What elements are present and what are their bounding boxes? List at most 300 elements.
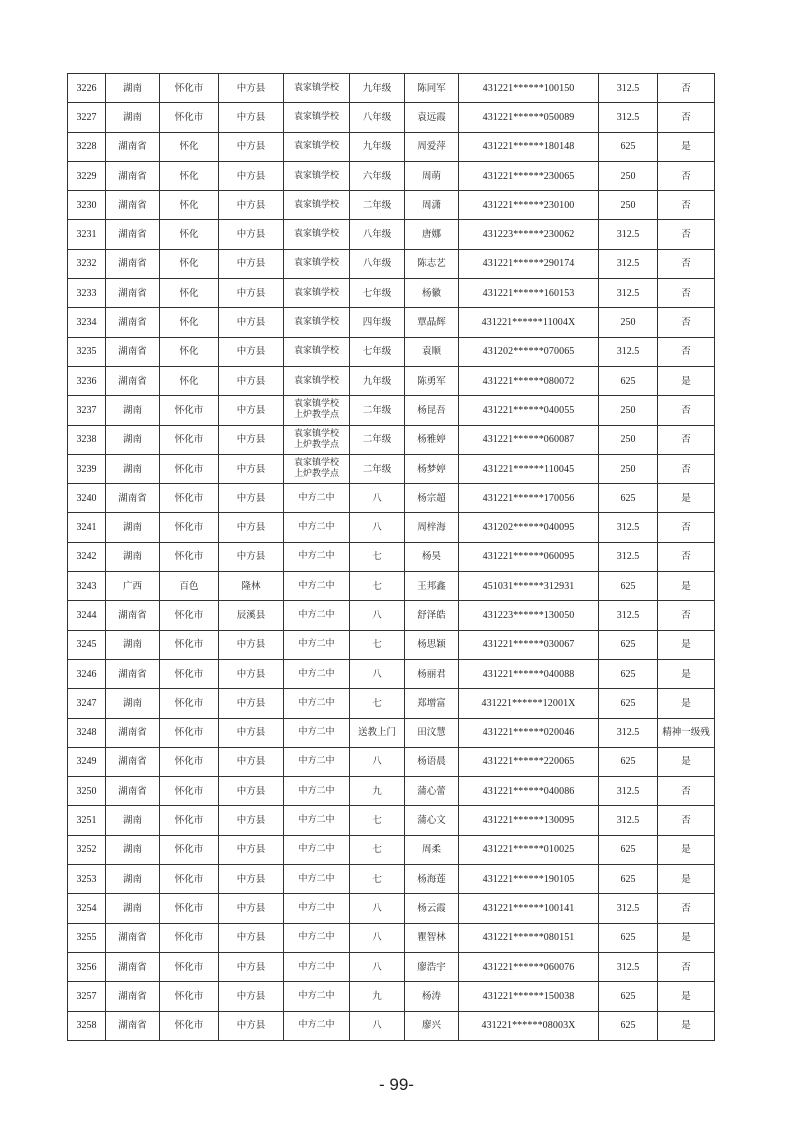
id-number-cell: 431221******040086 [459,777,599,806]
student-name-cell: 杨梦婷 [405,454,459,483]
table-row [68,425,715,454]
table-body [68,74,715,1041]
student-name-cell: 杨昊 [405,542,459,571]
table-row [68,835,715,864]
status-cell: 精神一级残 [658,718,715,747]
row-number-cell: 3228 [68,132,106,161]
province-cell: 湖南省 [106,923,160,952]
county-cell: 中方县 [219,923,284,952]
row-number-cell: 3234 [68,308,106,337]
school-cell: 中方二中 [284,718,350,747]
city-cell: 怀化市 [160,777,219,806]
id-number-cell: 431221******170056 [459,484,599,513]
id-number-cell: 431221******100150 [459,74,599,103]
page-number: - 99- [379,1075,414,1094]
city-cell: 怀化 [160,132,219,161]
id-number-cell: 431221******160153 [459,279,599,308]
province-cell: 湖南省 [106,659,160,688]
grade-cell: 八 [350,1011,405,1040]
table-row [68,1011,715,1040]
grade-cell: 八 [350,952,405,981]
school-cell: 中方二中 [284,894,350,923]
amount-cell: 312.5 [599,103,658,132]
school-cell: 中方二中 [284,1011,350,1040]
row-number-cell: 3249 [68,747,106,776]
status-cell: 否 [658,191,715,220]
grade-cell: 七 [350,865,405,894]
student-name-cell: 陈同军 [405,74,459,103]
county-cell: 中方县 [219,249,284,278]
province-cell: 湖南省 [106,220,160,249]
status-cell: 否 [658,396,715,425]
county-cell: 中方县 [219,894,284,923]
student-name-cell: 袁远霞 [405,103,459,132]
school-name-line: 上炉教学点 [293,410,339,421]
status-cell: 是 [658,366,715,395]
grade-cell: 二年级 [350,396,405,425]
id-number-cell: 431221******010025 [459,835,599,864]
id-number-cell: 431221******12001X [459,689,599,718]
county-cell: 中方县 [219,279,284,308]
id-number-cell: 431221******150038 [459,982,599,1011]
province-cell: 湖南省 [106,952,160,981]
city-cell: 怀化市 [160,542,219,571]
grade-cell: 八 [350,923,405,952]
id-number-cell: 431221******230065 [459,161,599,190]
county-cell: 中方县 [219,835,284,864]
grade-cell: 七年级 [350,337,405,366]
school-cell: 袁家镇学校 [284,249,350,278]
amount-cell: 250 [599,425,658,454]
city-cell: 怀化 [160,249,219,278]
city-cell: 怀化市 [160,689,219,718]
status-cell: 否 [658,220,715,249]
school-name-line: 袁家镇学校 [293,428,339,439]
grade-cell: 七 [350,835,405,864]
amount-cell: 250 [599,191,658,220]
student-name-cell: 廖兴 [405,1011,459,1040]
county-cell: 中方县 [219,191,284,220]
city-cell: 怀化 [160,279,219,308]
row-number-cell: 3250 [68,777,106,806]
id-number-cell: 431221******190105 [459,865,599,894]
amount-cell: 625 [599,659,658,688]
amount-cell: 625 [599,572,658,601]
grade-cell: 七 [350,630,405,659]
table-row [68,161,715,190]
grade-cell: 送教上门 [350,718,405,747]
status-cell: 否 [658,279,715,308]
school-cell: 中方二中 [284,689,350,718]
amount-cell: 250 [599,396,658,425]
city-cell: 怀化市 [160,747,219,776]
row-number-cell: 3252 [68,835,106,864]
province-cell: 湖南省 [106,249,160,278]
city-cell: 怀化市 [160,74,219,103]
student-name-cell: 杨海莲 [405,865,459,894]
school-cell: 袁家镇学校 [284,161,350,190]
grade-cell: 四年级 [350,308,405,337]
city-cell: 怀化市 [160,835,219,864]
city-cell: 怀化市 [160,425,219,454]
city-cell: 怀化市 [160,982,219,1011]
id-number-cell: 431221******060087 [459,425,599,454]
city-cell: 怀化 [160,308,219,337]
id-number-cell: 431221******020046 [459,718,599,747]
city-cell: 怀化市 [160,923,219,952]
grade-cell: 二年级 [350,191,405,220]
status-cell: 否 [658,454,715,483]
table-row [68,659,715,688]
row-number-cell: 3236 [68,366,106,395]
grade-cell: 六年级 [350,161,405,190]
amount-cell: 312.5 [599,220,658,249]
city-cell: 怀化 [160,220,219,249]
amount-cell: 625 [599,1011,658,1040]
student-name-cell: 杨昆吾 [405,396,459,425]
student-name-cell: 陈志艺 [405,249,459,278]
id-number-cell: 431221******060095 [459,542,599,571]
city-cell: 怀化市 [160,103,219,132]
row-number-cell: 3244 [68,601,106,630]
county-cell: 中方县 [219,747,284,776]
status-cell: 是 [658,572,715,601]
county-cell: 中方县 [219,454,284,483]
grade-cell: 七 [350,572,405,601]
id-number-cell: 451031******312931 [459,572,599,601]
status-cell: 否 [658,542,715,571]
grade-cell: 七 [350,542,405,571]
row-number-cell: 3255 [68,923,106,952]
table-row [68,366,715,395]
grade-cell: 七 [350,806,405,835]
province-cell: 湖南省 [106,718,160,747]
row-number-cell: 3253 [68,865,106,894]
table-row [68,308,715,337]
school-cell: 袁家镇学校 [284,191,350,220]
school-cell: 中方二中 [284,982,350,1011]
student-name-cell: 蒲心文 [405,806,459,835]
grade-cell: 七年级 [350,279,405,308]
county-cell: 中方县 [219,484,284,513]
student-name-cell: 袁顺 [405,337,459,366]
table-row [68,894,715,923]
province-cell: 湖南 [106,396,160,425]
student-name-cell: 田汶慧 [405,718,459,747]
row-number-cell: 3235 [68,337,106,366]
school-cell: 中方二中 [284,923,350,952]
table-row [68,865,715,894]
table-row [68,103,715,132]
grade-cell: 八 [350,513,405,542]
table-row [68,952,715,981]
province-cell: 湖南 [106,542,160,571]
id-number-cell: 431221******050089 [459,103,599,132]
province-cell: 湖南省 [106,747,160,776]
table-row [68,484,715,513]
id-number-cell: 431221******290174 [459,249,599,278]
id-number-cell: 431221******100141 [459,894,599,923]
table-row [68,337,715,366]
province-cell: 广西 [106,572,160,601]
id-number-cell: 431221******080072 [459,366,599,395]
county-cell: 中方县 [219,806,284,835]
student-name-cell: 杨云霞 [405,894,459,923]
student-name-cell: 蒲心蕾 [405,777,459,806]
student-name-cell: 周萌 [405,161,459,190]
grade-cell: 九 [350,777,405,806]
province-cell: 湖南 [106,689,160,718]
city-cell: 怀化市 [160,601,219,630]
id-number-cell: 431202******070065 [459,337,599,366]
amount-cell: 312.5 [599,952,658,981]
amount-cell: 312.5 [599,806,658,835]
county-cell: 中方县 [219,132,284,161]
county-cell: 中方县 [219,337,284,366]
row-number-cell: 3257 [68,982,106,1011]
id-number-cell: 431221******110045 [459,454,599,483]
table-row [68,806,715,835]
student-name-cell: 杨雅婷 [405,425,459,454]
student-name-cell: 舒泽皓 [405,601,459,630]
amount-cell: 312.5 [599,337,658,366]
county-cell: 中方县 [219,542,284,571]
amount-cell: 625 [599,630,658,659]
row-number-cell: 3232 [68,249,106,278]
province-cell: 湖南 [106,513,160,542]
student-name-cell: 周潇 [405,191,459,220]
id-number-cell: 431221******130095 [459,806,599,835]
school-name-line: 上炉教学点 [293,439,339,450]
school-cell: 中方二中 [284,952,350,981]
row-number-cell: 3226 [68,74,106,103]
province-cell: 湖南省 [106,279,160,308]
table-row [68,747,715,776]
grade-cell: 八年级 [350,220,405,249]
table-row [68,923,715,952]
county-cell: 中方县 [219,718,284,747]
county-cell: 中方县 [219,865,284,894]
status-cell: 否 [658,337,715,366]
amount-cell: 312.5 [599,542,658,571]
school-name-line: 袁家镇学校 [293,399,339,410]
student-name-cell: 瞿智林 [405,923,459,952]
row-number-cell: 3254 [68,894,106,923]
id-number-cell: 431223******230062 [459,220,599,249]
county-cell: 中方县 [219,220,284,249]
amount-cell: 312.5 [599,601,658,630]
table-row [68,542,715,571]
school-name-line: 上炉教学点 [293,469,339,479]
school-cell: 中方二中 [284,835,350,864]
county-cell: 中方县 [219,396,284,425]
student-subsidy-table [67,73,715,1041]
row-number-cell: 3231 [68,220,106,249]
id-number-cell: 431223******130050 [459,601,599,630]
row-number-cell: 3247 [68,689,106,718]
row-number-cell: 3242 [68,542,106,571]
school-cell: 袁家镇学校 [284,103,350,132]
student-name-cell: 杨语晨 [405,747,459,776]
student-name-cell: 陈勇军 [405,366,459,395]
id-number-cell: 431221******230100 [459,191,599,220]
row-number-cell: 3238 [68,425,106,454]
city-cell: 怀化市 [160,1011,219,1040]
grade-cell: 九年级 [350,132,405,161]
table-row [68,396,715,425]
student-name-cell: 周爱萍 [405,132,459,161]
city-cell: 怀化市 [160,396,219,425]
id-number-cell: 431221******180148 [459,132,599,161]
status-cell: 否 [658,513,715,542]
city-cell: 怀化 [160,337,219,366]
school-cell: 袁家镇学校 [284,279,350,308]
province-cell: 湖南省 [106,366,160,395]
amount-cell: 625 [599,982,658,1011]
amount-cell: 625 [599,132,658,161]
county-cell: 中方县 [219,161,284,190]
table-row [68,249,715,278]
amount-cell: 625 [599,747,658,776]
school-cell: 中方二中 [284,747,350,776]
amount-cell: 312.5 [599,279,658,308]
status-cell: 否 [658,777,715,806]
city-cell: 怀化市 [160,865,219,894]
province-cell: 湖南省 [106,601,160,630]
status-cell: 是 [658,1011,715,1040]
city-cell: 怀化市 [160,513,219,542]
id-number-cell: 431221******060076 [459,952,599,981]
student-name-cell: 覃晶辉 [405,308,459,337]
row-number-cell: 3258 [68,1011,106,1040]
id-number-cell: 431221******080151 [459,923,599,952]
status-cell: 是 [658,982,715,1011]
status-cell: 是 [658,835,715,864]
school-cell: 袁家镇学校 [284,132,350,161]
row-number-cell: 3239 [68,454,106,483]
row-number-cell: 3240 [68,484,106,513]
amount-cell: 312.5 [599,74,658,103]
status-cell: 否 [658,601,715,630]
table-row [68,982,715,1011]
amount-cell: 625 [599,366,658,395]
school-cell: 中方二中 [284,777,350,806]
row-number-cell: 3233 [68,279,106,308]
id-number-cell: 431221******040088 [459,659,599,688]
province-cell: 湖南 [106,454,160,483]
province-cell: 湖南省 [106,484,160,513]
row-number-cell: 3229 [68,161,106,190]
amount-cell: 312.5 [599,513,658,542]
table-row [68,454,715,483]
row-number-cell: 3227 [68,103,106,132]
grade-cell: 八 [350,601,405,630]
school-cell: 中方二中 [284,806,350,835]
grade-cell: 八 [350,659,405,688]
student-name-cell: 周梓海 [405,513,459,542]
id-number-cell: 431221******040055 [459,396,599,425]
grade-cell: 七 [350,689,405,718]
county-cell: 隆林 [219,572,284,601]
row-number-cell: 3241 [68,513,106,542]
id-number-cell: 431221******030067 [459,630,599,659]
amount-cell: 625 [599,689,658,718]
grade-cell: 八 [350,747,405,776]
city-cell: 怀化 [160,161,219,190]
student-name-cell: 杨涛 [405,982,459,1011]
id-number-cell: 431221******08003X [459,1011,599,1040]
city-cell: 怀化市 [160,630,219,659]
amount-cell: 312.5 [599,718,658,747]
student-name-cell: 杨宗超 [405,484,459,513]
row-number-cell: 3248 [68,718,106,747]
city-cell: 怀化市 [160,718,219,747]
school-cell: 中方二中 [284,865,350,894]
table-row [68,132,715,161]
grade-cell: 八年级 [350,103,405,132]
county-cell: 中方县 [219,308,284,337]
table-row [68,689,715,718]
row-number-cell: 3251 [68,806,106,835]
province-cell: 湖南省 [106,1011,160,1040]
county-cell: 中方县 [219,74,284,103]
table-row [68,630,715,659]
status-cell: 否 [658,74,715,103]
province-cell: 湖南省 [106,161,160,190]
city-cell: 怀化 [160,366,219,395]
grade-cell: 九 [350,982,405,1011]
status-cell: 是 [658,747,715,776]
province-cell: 湖南 [106,835,160,864]
status-cell: 是 [658,865,715,894]
county-cell: 辰溪县 [219,601,284,630]
province-cell: 湖南 [106,865,160,894]
status-cell: 否 [658,894,715,923]
school-cell [284,454,350,483]
province-cell: 湖南省 [106,777,160,806]
status-cell: 是 [658,659,715,688]
county-cell: 中方县 [219,630,284,659]
row-number-cell: 3237 [68,396,106,425]
school-cell: 袁家镇学校 [284,337,350,366]
row-number-cell: 3246 [68,659,106,688]
amount-cell: 312.5 [599,777,658,806]
city-cell: 怀化市 [160,952,219,981]
grade-cell: 九年级 [350,366,405,395]
school-cell: 袁家镇学校 [284,220,350,249]
table-row [68,513,715,542]
row-number-cell: 3230 [68,191,106,220]
amount-cell: 625 [599,835,658,864]
amount-cell: 312.5 [599,249,658,278]
county-cell: 中方县 [219,425,284,454]
status-cell: 是 [658,923,715,952]
school-cell: 中方二中 [284,659,350,688]
status-cell: 否 [658,952,715,981]
row-number-cell: 3243 [68,572,106,601]
table-row [68,191,715,220]
province-cell: 湖南省 [106,337,160,366]
school-cell: 中方二中 [284,484,350,513]
city-cell: 怀化市 [160,894,219,923]
table-row [68,74,715,103]
table-row [68,777,715,806]
status-cell: 否 [658,425,715,454]
province-cell: 湖南省 [106,191,160,220]
id-number-cell: 431202******040095 [459,513,599,542]
status-cell: 否 [658,103,715,132]
id-number-cell: 431221******220065 [459,747,599,776]
